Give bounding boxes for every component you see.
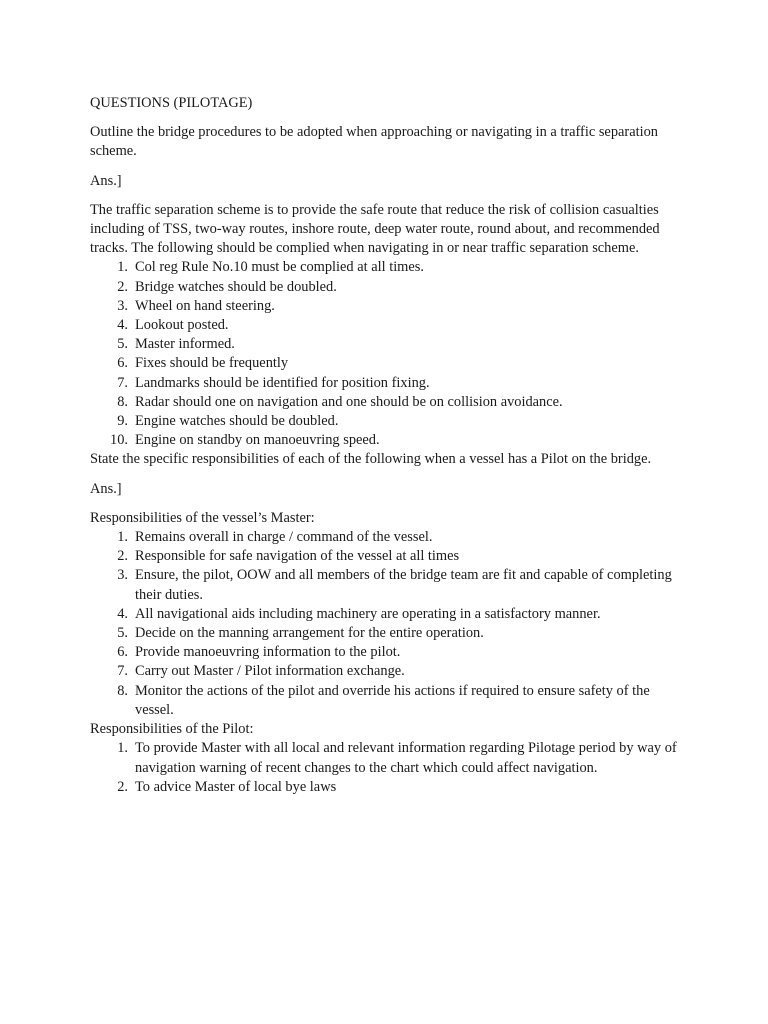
pilot-responsibilities-list <box>90 739 690 797</box>
list-number: 2. <box>117 778 128 795</box>
list-item <box>90 528 690 547</box>
list-number: 9. <box>117 413 128 430</box>
answer-label-2: Ans.] <box>90 480 122 497</box>
list-item <box>90 258 690 277</box>
list-item <box>90 682 690 720</box>
list-number: 1. <box>117 740 128 757</box>
question-2: State the specific responsibilities of each of the following when a vessel has a Pilot on the bridge. <box>90 451 652 468</box>
answer-label-1: Ans.] <box>90 172 122 189</box>
master-heading: Responsibilities of the vessel’s Master: <box>90 509 315 526</box>
tss-procedures-list <box>90 258 690 450</box>
list-text: Radar should one on navigation and one should be on collision avoidance. <box>135 393 563 410</box>
list-text: Bridge watches should be doubled. <box>135 278 337 295</box>
list-text: Remains overall in charge / command of the vessel. <box>135 529 433 546</box>
list-number: 7. <box>117 374 128 391</box>
list-item <box>90 316 690 335</box>
question-1: Outline the bridge procedures to be adopted when approaching or navigating in a traffic separation scheme. <box>90 124 658 160</box>
list-text: Monitor the actions of the pilot and override his actions if required to ensure safety of the vessel. <box>135 682 650 718</box>
list-text: Master informed. <box>135 336 235 353</box>
list-number: 3. <box>117 567 128 584</box>
list-item <box>90 547 690 566</box>
answer-1-intro: The traffic separation scheme is to provide the safe route that reduce the risk of collision casualties including of TSS, two-way routes, inshore route, deep water route, round about, and recommended tracks. The following should be complied when navigating in or near traffic separation scheme. <box>90 201 660 257</box>
list-number: 2. <box>117 548 128 565</box>
list-text: All navigational aids including machinery are operating in a satisfactory manner. <box>135 605 601 622</box>
master-responsibilities-list <box>90 528 690 720</box>
list-item <box>90 624 690 643</box>
list-item <box>90 278 690 297</box>
list-text: Provide manoeuvring information to the pilot. <box>135 644 401 661</box>
pilot-heading: Responsibilities of the Pilot: <box>90 721 254 738</box>
list-text: To advice Master of local bye laws <box>135 778 337 795</box>
list-number: 10. <box>110 432 128 449</box>
list-number: 4. <box>117 317 128 334</box>
list-number: 3. <box>117 297 128 314</box>
list-number: 7. <box>117 663 128 680</box>
list-number: 8. <box>117 393 128 410</box>
list-item <box>90 778 690 797</box>
list-item <box>90 297 690 316</box>
list-item <box>90 662 690 681</box>
list-text: Lookout posted. <box>135 317 229 334</box>
list-text: Decide on the manning arrangement for the entire operation. <box>135 625 484 642</box>
list-text: Wheel on hand steering. <box>135 297 275 314</box>
list-number: 1. <box>117 529 128 546</box>
list-number: 5. <box>117 336 128 353</box>
list-item <box>90 605 690 624</box>
list-text: Col reg Rule No.10 must be complied at all times. <box>135 259 424 276</box>
list-text: Engine watches should be doubled. <box>135 413 339 430</box>
list-item <box>90 412 690 431</box>
list-number: 6. <box>117 644 128 661</box>
list-number: 5. <box>117 625 128 642</box>
list-text: Landmarks should be identified for position fixing. <box>135 374 430 391</box>
list-item <box>90 739 690 777</box>
list-number: 1. <box>117 259 128 276</box>
list-item <box>90 354 690 373</box>
list-text: To provide Master with all local and relevant information regarding Pilotage period by way of navigation warning of recent changes to the chart which could affect navigation. <box>135 740 677 776</box>
list-number: 2. <box>117 278 128 295</box>
list-text: Fixes should be frequently <box>135 355 289 372</box>
list-text: Ensure, the pilot, OOW and all members of the bridge team are fit and capable of completing their duties. <box>135 567 672 603</box>
list-text: Engine on standby on manoeuvring speed. <box>135 432 380 449</box>
document-title: QUESTIONS (PILOTAGE) <box>90 95 253 111</box>
list-text: Responsible for safe navigation of the vessel at all times <box>135 548 460 565</box>
list-item <box>90 393 690 412</box>
list-item <box>90 643 690 662</box>
list-number: 8. <box>117 682 128 699</box>
list-item <box>90 431 690 450</box>
list-number: 6. <box>117 355 128 372</box>
document-page <box>90 94 690 797</box>
list-item <box>90 374 690 393</box>
list-item <box>90 335 690 354</box>
list-item <box>90 566 690 604</box>
list-number: 4. <box>117 605 128 622</box>
list-text: Carry out Master / Pilot information exchange. <box>135 663 405 680</box>
